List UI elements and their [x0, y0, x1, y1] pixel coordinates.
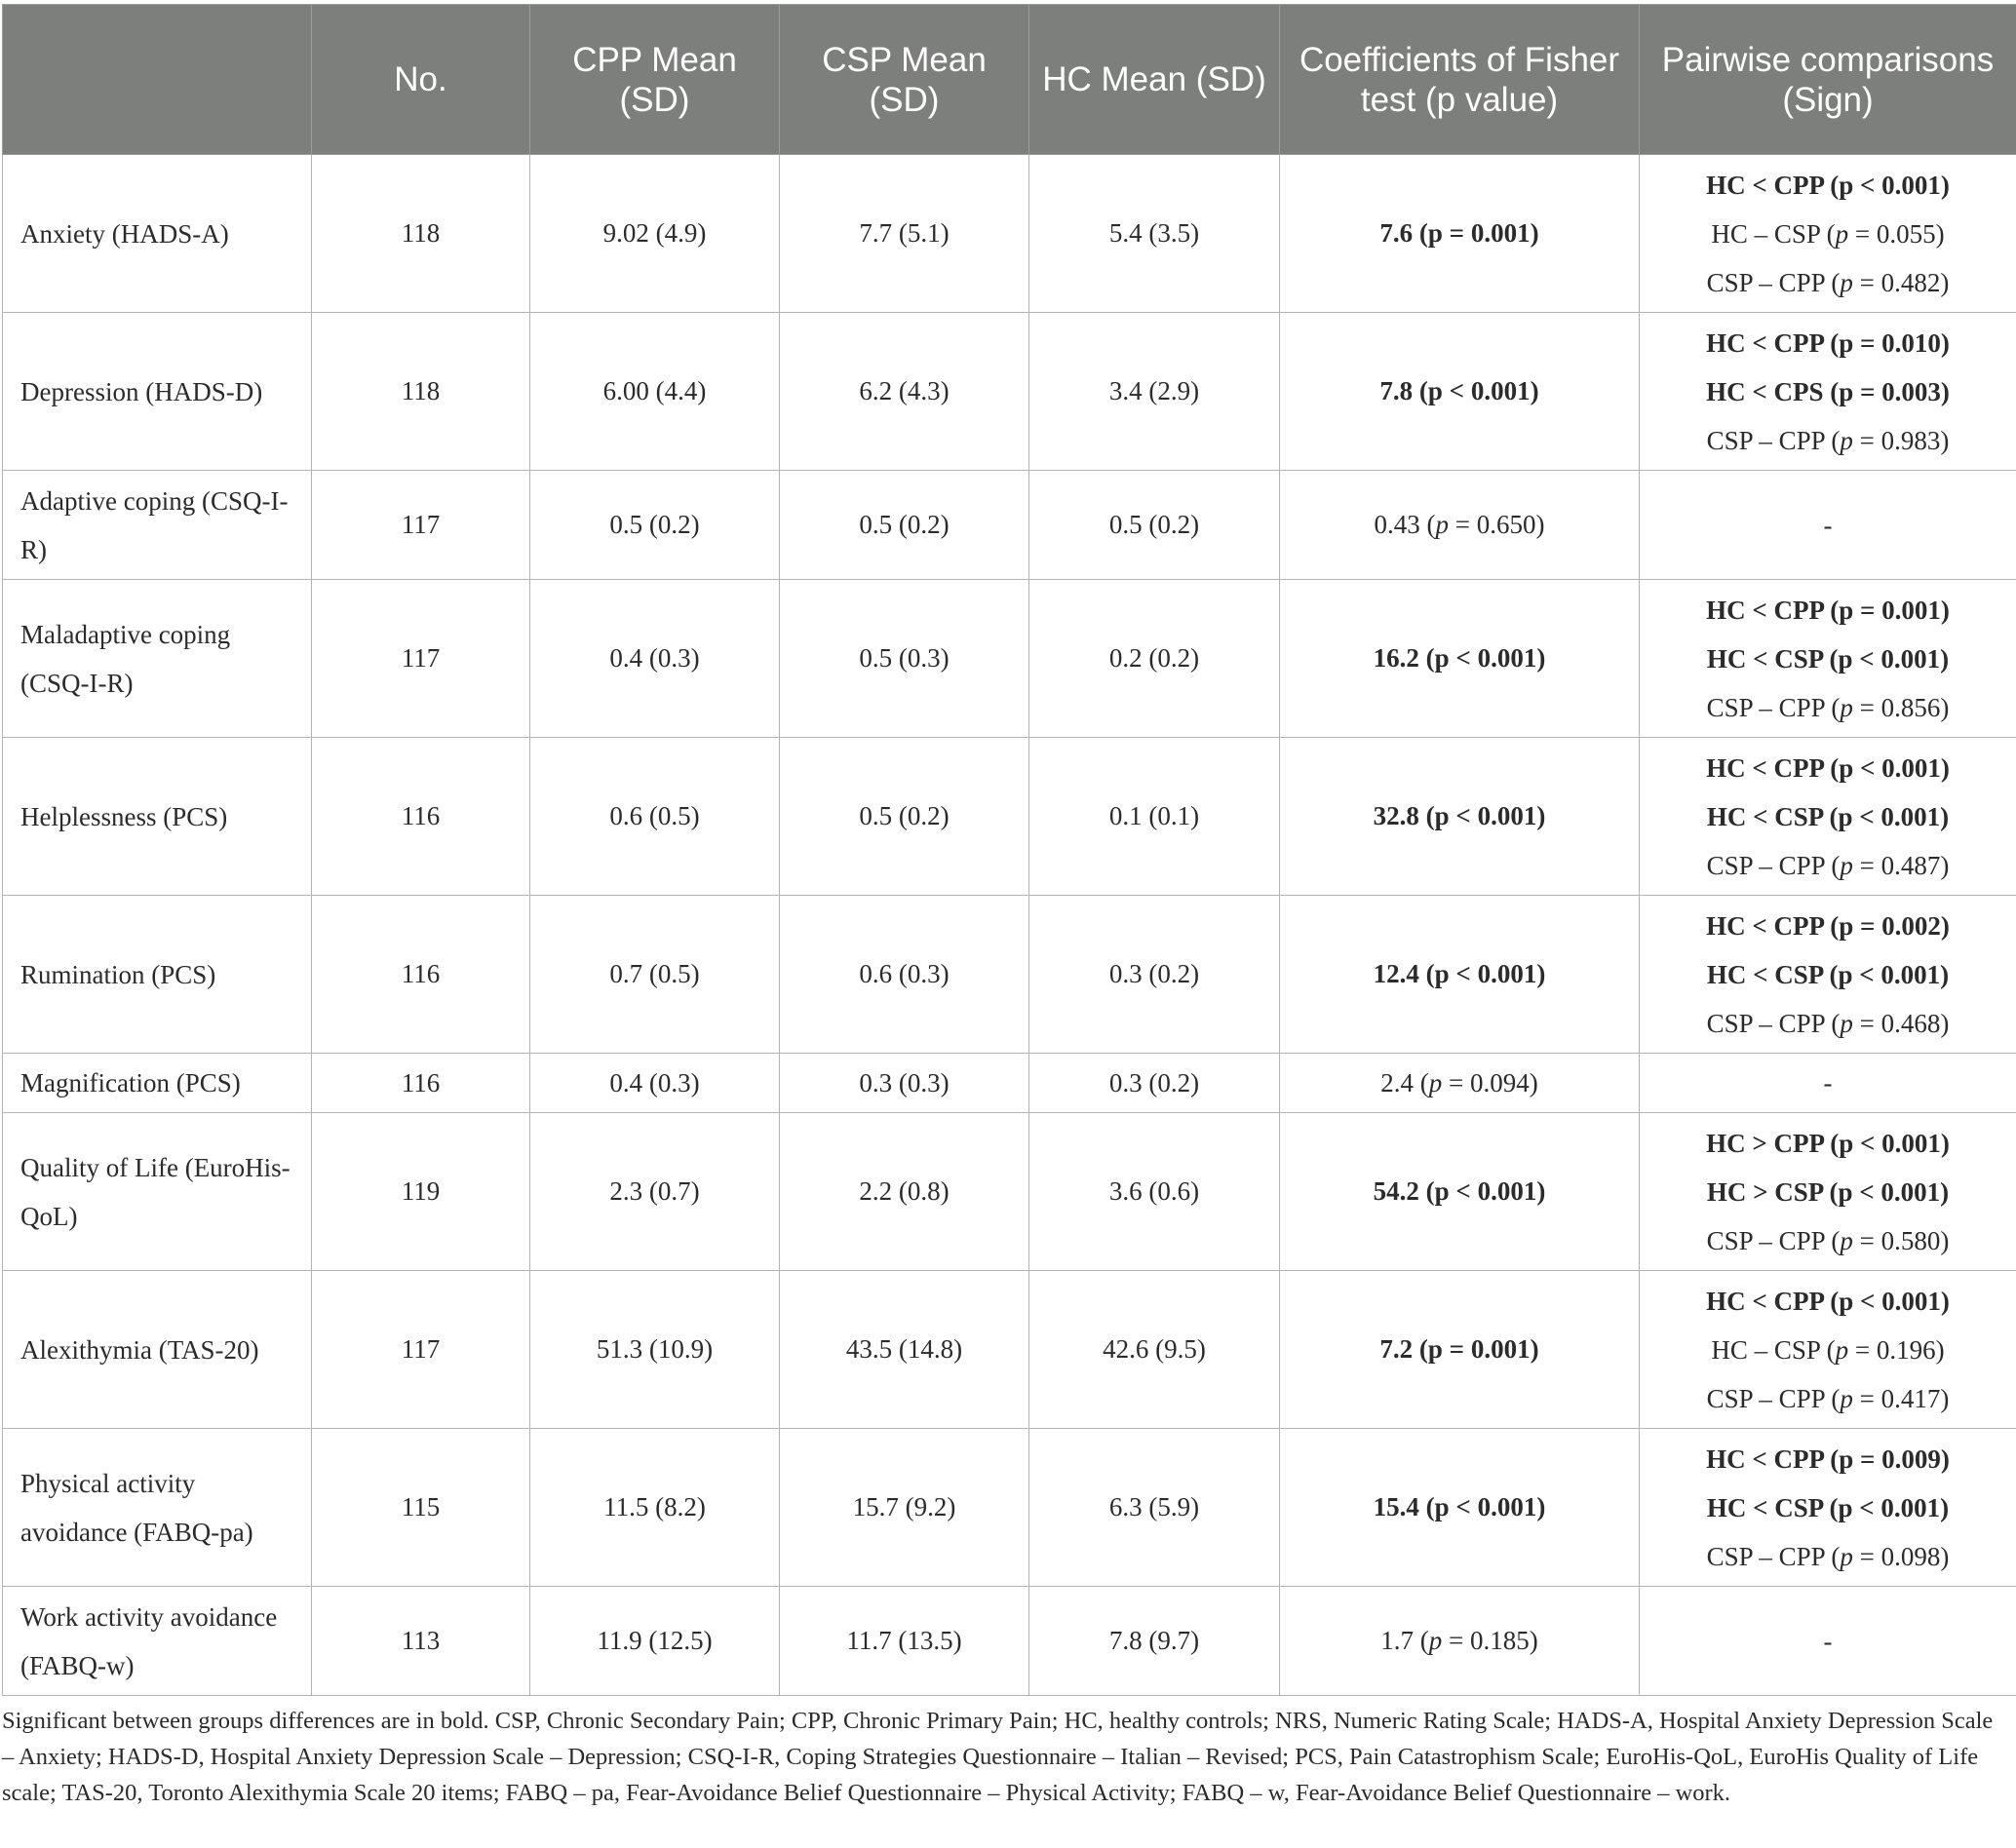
header-label-column — [3, 5, 312, 155]
cell-hc: 5.4 (3.5) — [1029, 155, 1280, 313]
header-row — [3, 5, 2016, 155]
cell-fisher: 16.2 (p < 0.001) — [1280, 580, 1640, 738]
cell-fisher: 7.6 (p = 0.001) — [1280, 155, 1640, 313]
cell-csp: 2.2 (0.8) — [780, 1113, 1029, 1271]
cell-no: 118 — [312, 313, 530, 471]
row-label: Maladaptive coping (CSQ-I-R) — [3, 580, 312, 738]
cell-fisher: 7.8 (p < 0.001) — [1280, 313, 1640, 471]
table-row — [3, 1587, 2016, 1696]
row-label: Work activity avoidance (FABQ-w) — [3, 1587, 312, 1696]
row-label: Helplessness (PCS) — [3, 738, 312, 896]
table-row — [3, 1113, 2016, 1271]
cell-no: 119 — [312, 1113, 530, 1271]
cell-cpp: 2.3 (0.7) — [530, 1113, 780, 1271]
cell-hc: 3.6 (0.6) — [1029, 1113, 1280, 1271]
cell-csp: 6.2 (4.3) — [780, 313, 1029, 471]
pairwise-comparison: - — [1823, 510, 1833, 540]
results-table — [2, 4, 2016, 1696]
cell-no: 117 — [312, 471, 530, 580]
pairwise-comparison: CSP – CPP (p = 0.580) — [1706, 1225, 1950, 1255]
table-row — [3, 738, 2016, 896]
row-label: Rumination (PCS) — [3, 896, 312, 1054]
cell-no: 116 — [312, 1054, 530, 1113]
table-row — [3, 896, 2016, 1054]
header-cpp: CPP Mean (SD) — [530, 5, 780, 155]
header-no: No. — [312, 5, 530, 155]
cell-hc: 0.1 (0.1) — [1029, 738, 1280, 896]
pairwise-comparison: HC – CSP (p = 0.055) — [1711, 218, 1945, 249]
cell-pairwise — [1640, 155, 2016, 313]
cell-pairwise — [1640, 738, 2016, 896]
cell-fisher: 1.7 (p = 0.185) — [1280, 1587, 1640, 1696]
cell-hc: 3.4 (2.9) — [1029, 313, 1280, 471]
pairwise-comparison: HC < CPP (p < 0.001) — [1706, 1286, 1950, 1316]
cell-hc: 0.5 (0.2) — [1029, 471, 1280, 580]
cell-fisher: 0.43 (p = 0.650) — [1280, 471, 1640, 580]
cell-fisher: 12.4 (p < 0.001) — [1280, 896, 1640, 1054]
cell-cpp: 51.3 (10.9) — [530, 1271, 780, 1429]
cell-no: 118 — [312, 155, 530, 313]
cell-no: 117 — [312, 580, 530, 738]
pairwise-comparison: HC > CPP (p < 0.001) — [1706, 1128, 1950, 1158]
cell-cpp: 0.5 (0.2) — [530, 471, 780, 580]
cell-csp: 0.5 (0.2) — [780, 738, 1029, 896]
cell-pairwise — [1640, 896, 2016, 1054]
row-label: Depression (HADS-D) — [3, 313, 312, 471]
cell-no: 116 — [312, 896, 530, 1054]
table-row — [3, 313, 2016, 471]
cell-cpp: 0.6 (0.5) — [530, 738, 780, 896]
cell-cpp: 0.4 (0.3) — [530, 580, 780, 738]
row-label: Anxiety (HADS-A) — [3, 155, 312, 313]
pairwise-comparison: CSP – CPP (p = 0.856) — [1706, 692, 1950, 722]
cell-fisher: 32.8 (p < 0.001) — [1280, 738, 1640, 896]
cell-no: 116 — [312, 738, 530, 896]
row-label: Magnification (PCS) — [3, 1054, 312, 1113]
pairwise-comparison: CSP – CPP (p = 0.468) — [1706, 1008, 1950, 1038]
pairwise-comparison: HC < CSP (p < 0.001) — [1706, 1492, 1950, 1522]
cell-pairwise — [1640, 1113, 2016, 1271]
cell-csp: 0.5 (0.2) — [780, 471, 1029, 580]
pairwise-comparison: - — [1823, 1626, 1833, 1656]
pairwise-comparison: CSP – CPP (p = 0.983) — [1706, 425, 1950, 455]
cell-pairwise — [1640, 1429, 2016, 1587]
pairwise-comparison: CSP – CPP (p = 0.487) — [1706, 850, 1950, 880]
cell-pairwise — [1640, 1587, 2016, 1696]
cell-csp: 0.5 (0.3) — [780, 580, 1029, 738]
cell-pairwise — [1640, 313, 2016, 471]
table-body — [3, 155, 2016, 1696]
cell-no: 113 — [312, 1587, 530, 1696]
table-row — [3, 155, 2016, 313]
header-pairwise: Pairwise comparisons (Sign) — [1640, 5, 2016, 155]
cell-csp: 7.7 (5.1) — [780, 155, 1029, 313]
cell-no: 117 — [312, 1271, 530, 1429]
cell-fisher: 54.2 (p < 0.001) — [1280, 1113, 1640, 1271]
cell-cpp: 11.5 (8.2) — [530, 1429, 780, 1587]
pairwise-comparison: HC > CSP (p < 0.001) — [1706, 1176, 1950, 1207]
cell-cpp: 6.00 (4.4) — [530, 313, 780, 471]
pairwise-comparison: HC < CSP (p < 0.001) — [1706, 801, 1950, 831]
cell-hc: 7.8 (9.7) — [1029, 1587, 1280, 1696]
row-label: Quality of Life (EuroHis-QoL) — [3, 1113, 312, 1271]
cell-hc: 0.3 (0.2) — [1029, 896, 1280, 1054]
table-row — [3, 1054, 2016, 1113]
cell-cpp: 9.02 (4.9) — [530, 155, 780, 313]
pairwise-comparison: HC < CSP (p < 0.001) — [1706, 959, 1950, 989]
header-fisher: Coefficients of Fisher test (p value) — [1280, 5, 1640, 155]
cell-no: 115 — [312, 1429, 530, 1587]
table-footnote: Significant between groups differences are in bold. CSP, Chronic Secondary Pain; CPP, Chronic Primary Pain; HC, healthy controls; NRS, Numeric Rating Scale; HADS-A, Hospital Anxiety Depression Scale – Anxiety; HADS-D, Hospital Anxiety Depression Scale – Depression; CSQ-I-R, Coping Strategies Questionnaire – Italian – Revised; PCS, Pain Catastrophism Scale; EuroHis-QoL, EuroHis Quality of Life scale; TAS-20, Toronto Alexithymia Scale 20 items; FABQ – pa, Fear-Avoidance Belief Questionnaire – Physical Activity; FABQ – w, Fear-Avoidance Belief Questionnaire – work. — [2, 1708, 1994, 1806]
header-csp: CSP Mean (SD) — [780, 5, 1029, 155]
cell-csp: 43.5 (14.8) — [780, 1271, 1029, 1429]
pairwise-comparison: HC – CSP (p = 0.196) — [1711, 1334, 1945, 1365]
cell-csp: 0.3 (0.3) — [780, 1054, 1029, 1113]
pairwise-comparison: HC < CSP (p < 0.001) — [1706, 643, 1950, 674]
row-label: Adaptive coping (CSQ-I-R) — [3, 471, 312, 580]
pairwise-comparison: HC < CPP (p = 0.001) — [1706, 595, 1950, 625]
cell-pairwise — [1640, 1271, 2016, 1429]
cell-hc: 0.3 (0.2) — [1029, 1054, 1280, 1113]
pairwise-comparison: HC < CPP (p < 0.001) — [1706, 752, 1950, 783]
table-row — [3, 471, 2016, 580]
table-row — [3, 580, 2016, 738]
cell-fisher: 2.4 (p = 0.094) — [1280, 1054, 1640, 1113]
header-hc: HC Mean (SD) — [1029, 5, 1280, 155]
pairwise-comparison: HC < CPS (p = 0.003) — [1706, 376, 1950, 406]
pairwise-comparison: CSP – CPP (p = 0.417) — [1706, 1383, 1950, 1413]
pairwise-comparison: HC < CPP (p = 0.009) — [1706, 1444, 1950, 1474]
cell-csp: 15.7 (9.2) — [780, 1429, 1029, 1587]
table-row — [3, 1429, 2016, 1587]
pairwise-comparison: HC < CPP (p = 0.010) — [1706, 327, 1950, 358]
cell-cpp: 11.9 (12.5) — [530, 1587, 780, 1696]
cell-fisher: 15.4 (p < 0.001) — [1280, 1429, 1640, 1587]
cell-cpp: 0.7 (0.5) — [530, 896, 780, 1054]
cell-hc: 6.3 (5.9) — [1029, 1429, 1280, 1587]
row-label: Physical activity avoidance (FABQ-pa) — [3, 1429, 312, 1587]
pairwise-comparison: HC < CPP (p = 0.002) — [1706, 910, 1950, 941]
cell-csp: 0.6 (0.3) — [780, 896, 1029, 1054]
cell-cpp: 0.4 (0.3) — [530, 1054, 780, 1113]
row-label: Alexithymia (TAS-20) — [3, 1271, 312, 1429]
cell-pairwise — [1640, 580, 2016, 738]
cell-fisher: 7.2 (p = 0.001) — [1280, 1271, 1640, 1429]
cell-pairwise — [1640, 1054, 2016, 1113]
cell-hc: 42.6 (9.5) — [1029, 1271, 1280, 1429]
cell-csp: 11.7 (13.5) — [780, 1587, 1029, 1696]
cell-pairwise — [1640, 471, 2016, 580]
pairwise-comparison: CSP – CPP (p = 0.098) — [1706, 1541, 1950, 1571]
pairwise-comparison: CSP – CPP (p = 0.482) — [1706, 267, 1950, 297]
pairwise-comparison: HC < CPP (p < 0.001) — [1706, 170, 1950, 200]
table-row — [3, 1271, 2016, 1429]
cell-hc: 0.2 (0.2) — [1029, 580, 1280, 738]
pairwise-comparison: - — [1823, 1068, 1833, 1097]
